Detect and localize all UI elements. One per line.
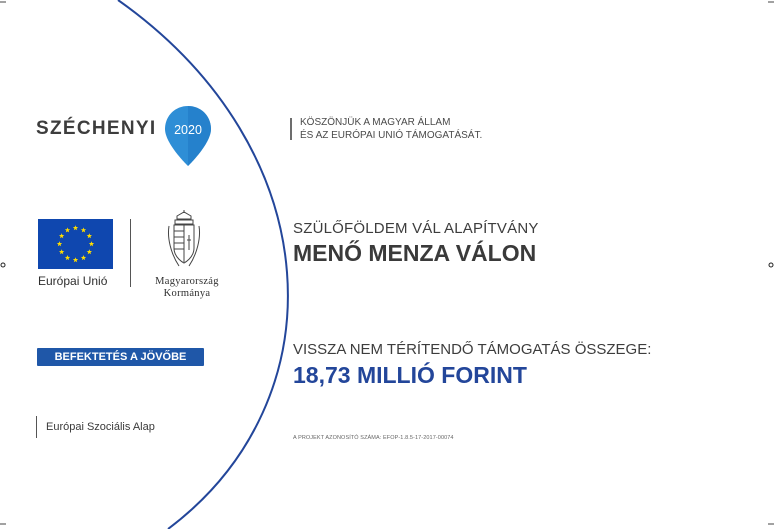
grant-label: VISSZA NEM TÉRÍTENDŐ TÁMOGATÁS ÖSSZEGE: (293, 341, 652, 358)
thanks-text (300, 116, 482, 142)
logo-divider (130, 219, 131, 287)
eu-star (59, 233, 64, 238)
eu-star (59, 249, 64, 254)
thanks-line-1: KÖSZÖNJÜK A MAGYAR ÁLLAM (300, 117, 451, 128)
eu-label: Európai Unió (38, 274, 108, 288)
eu-flag-icon (38, 219, 113, 269)
eu-star (89, 241, 94, 246)
szechenyi-logo-word: SZÉCHENYI (36, 118, 157, 139)
government-line-2: Kormánya (163, 288, 211, 299)
project-title: MENŐ MENZA VÁLON (293, 240, 537, 266)
left-registration-mark (1, 263, 5, 267)
szechenyi-year: 2020 (174, 123, 202, 137)
eu-star (73, 225, 78, 230)
blue-divider-curve (118, 0, 288, 529)
eu-star (65, 227, 70, 232)
right-registration-mark (769, 263, 773, 267)
esf-label: Európai Szociális Alap (46, 421, 155, 433)
grant-amount: 18,73 MILLIÓ FORINT (293, 362, 527, 388)
eu-star (81, 255, 86, 260)
thanks-accent-bar (290, 118, 292, 140)
eu-star (65, 255, 70, 260)
eu-star (57, 241, 62, 246)
eu-stars (38, 219, 113, 269)
esf-accent-bar (36, 416, 37, 438)
eu-star (73, 257, 78, 262)
eu-star (87, 249, 92, 254)
project-id: A PROJEKT AZONOSÍTÓ SZÁMA: EFOP-1.8.5-17-2017-00074 (293, 435, 454, 441)
map-pin-icon (163, 104, 213, 168)
organization-name: SZÜLŐFÖLDEM VÁL ALAPÍTVÁNY (293, 220, 539, 237)
hungarian-coat-of-arms-icon (167, 210, 201, 272)
eu-star (87, 233, 92, 238)
thanks-line-2: ÉS AZ EURÓPAI UNIÓ TÁMOGATÁSÁT. (300, 130, 483, 141)
government-label (141, 276, 233, 300)
invest-in-future-badge: BEFEKTETÉS A JÖVŐBE (37, 348, 204, 366)
government-line-1: Magyarország (155, 276, 219, 287)
eu-star (81, 227, 86, 232)
